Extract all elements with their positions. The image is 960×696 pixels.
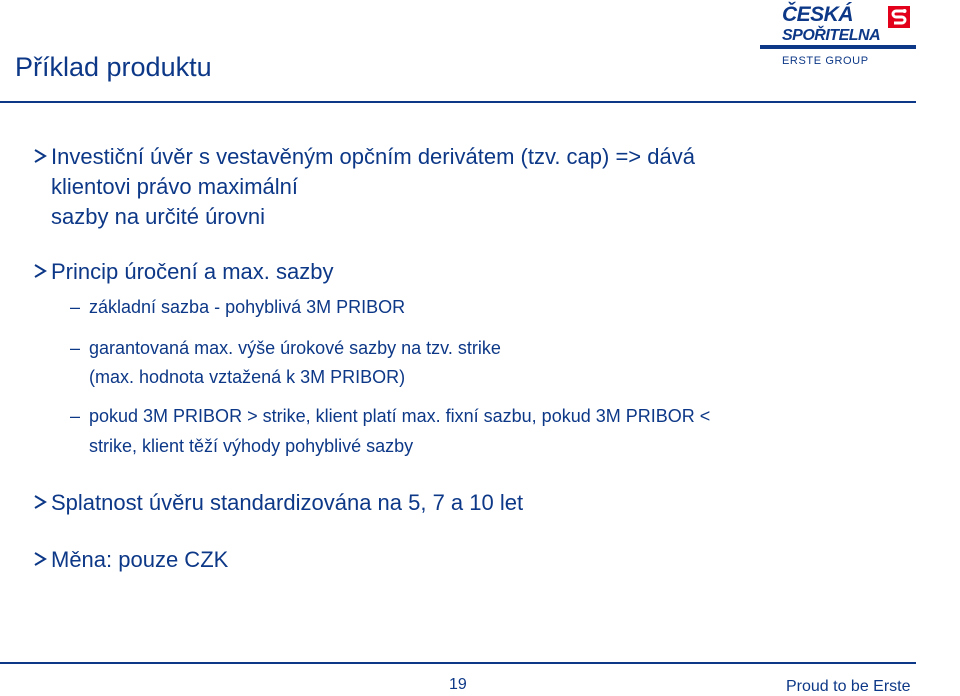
- bullet-2-sub-2-line-1: garantovaná max. výše úrokové sazby na tzv. strike: [89, 338, 501, 358]
- footer-divider: [0, 662, 916, 664]
- footer-tagline: Proud to be Erste: [786, 678, 911, 695]
- bullet-2-sub-3-line-2: strike, klient těží výhody pohyblivé sazby: [89, 436, 414, 456]
- slide-title: Příklad produktu: [15, 52, 212, 82]
- bullet-4: Měna: pouze CZK: [51, 547, 229, 572]
- arrowhead-outline-icon: [33, 149, 47, 163]
- bullet-2-sub-3-line-1: pokud 3M PRIBOR > strike, klient platí max. fixní sazbu, pokud 3M PRIBOR <: [89, 406, 711, 426]
- bullet-1-line-3: sazby na určité úrovni: [51, 204, 265, 229]
- bullet-2: Princip úročení a max. sazby: [51, 259, 334, 284]
- arrowhead-outline-icon: [33, 552, 47, 566]
- bank-logo: [760, 0, 916, 72]
- arrowhead-outline-icon: [33, 495, 47, 509]
- bullet-1-line-2: klientovi právo maximální: [51, 174, 298, 199]
- logo-underline: [760, 45, 916, 49]
- bullet-2-sub-2-line-2: (max. hodnota vztažená k 3M PRIBOR): [89, 367, 406, 387]
- logo-erste-group: ERSTE GROUP: [782, 55, 869, 67]
- bullet-1-line-1: Investiční úvěr s vestavěným opčním derivátem (tzv. cap) => dává: [51, 144, 695, 169]
- page-number: 19: [449, 676, 467, 693]
- erste-s-icon: [888, 6, 910, 28]
- bullet-2-sub-1: základní sazba - pohyblivá 3M PRIBOR: [89, 297, 406, 317]
- sub-bullet-marker: –: [70, 406, 81, 426]
- logo-text-sporitelna: SPOŘITELNA: [782, 27, 881, 44]
- header-divider: [0, 101, 916, 103]
- logo-text-ceska: ČESKÁ: [782, 3, 854, 26]
- bullet-3: Splatnost úvěru standardizována na 5, 7 a 10 let: [51, 490, 524, 515]
- sub-bullet-marker: –: [70, 338, 81, 358]
- arrowhead-outline-icon: [33, 264, 47, 278]
- sub-bullet-marker: –: [70, 297, 81, 317]
